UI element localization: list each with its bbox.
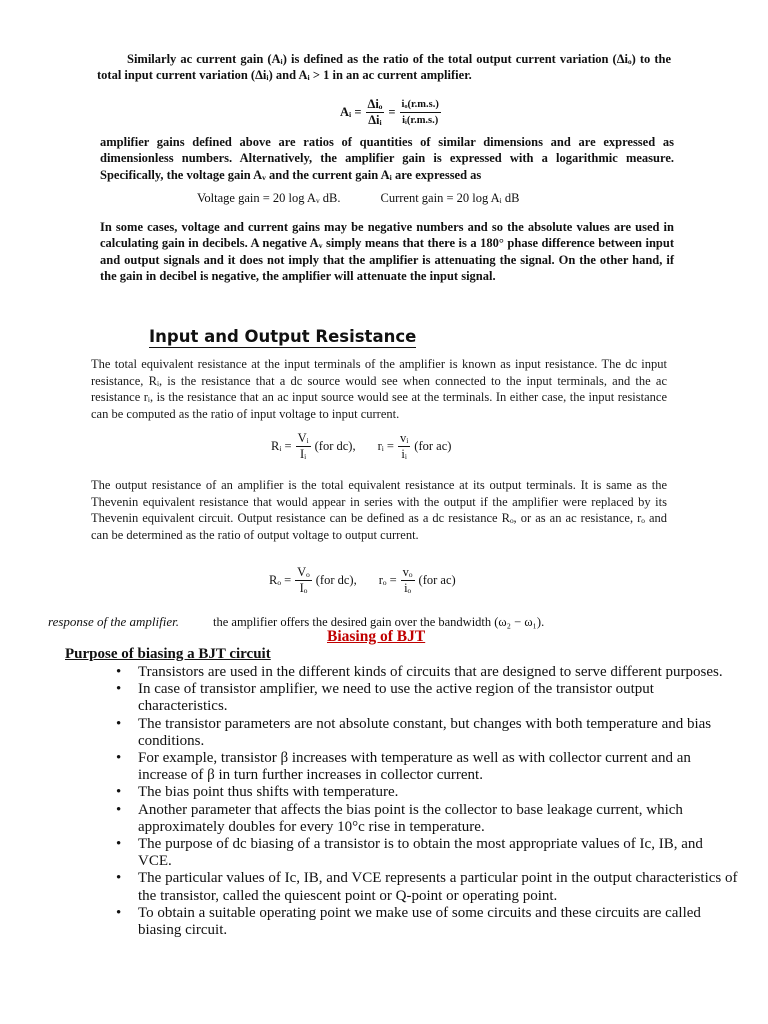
- fraction-numerator: vᵢ: [399, 431, 409, 445]
- response-fragment-text: response of the amplifier.: [48, 614, 179, 629]
- eq-lhs: Rₒ =: [269, 573, 292, 587]
- list-item: • For example, transistor β increases with temperature as well as with collector current and an increase of β in turn further increases in collector current.: [138, 750, 738, 784]
- input-resistance-equation: [271, 432, 451, 461]
- output-resistance-equation: [269, 566, 456, 595]
- current-gain-db: Current gain = 20 log Aᵢ dB: [380, 191, 520, 205]
- fraction-denominator: iᵢ: [401, 447, 407, 461]
- list-item: • In case of transistor amplifier, we need to use the active region of the transistor output characteristics.: [138, 681, 738, 715]
- ac-current-gain-equation: [340, 98, 445, 127]
- output-resistance-paragraph: The output resistance of an amplifier is the total equivalent resistance at its output terminals. It is same as the Thevenin equivalent resistance that would appear in series with the output if the amplifier were replaced by its Thevenin equivalent circuit. Output resistance can be defined as a dc resistance Rₒ, or as an ac resistance, rₒ and can be determined as the ratio of output voltage to output current.: [91, 478, 667, 542]
- eq-lhs: rₒ =: [378, 573, 397, 587]
- eq-note: (for ac): [414, 439, 452, 453]
- fraction-numerator: iₒ(r.m.s.): [400, 98, 441, 113]
- list-item: • The particular values of Ic, IB, and VCE represents a particular point in the output characteristics of the transistor, called the quiescent point or Q-point or operating point.: [138, 870, 738, 904]
- purpose-heading: Purpose of biasing a BJT circuit: [65, 646, 271, 662]
- fraction-dc: [296, 432, 311, 461]
- eq-equals: =: [388, 105, 396, 119]
- list-item: • Transistors are used in the different kinds of circuits that are designed to serve different purposes.: [138, 664, 738, 681]
- list-item: • To obtain a suitable operating point we make use of some circuits and these circuits are called biasing circuit.: [138, 905, 738, 939]
- fraction-numerator: Vᵢ: [297, 431, 309, 445]
- input-resistance-paragraph: The total equivalent resistance at the input terminals of the amplifier is known as input resistance. The dc input resistance, Rᵢ, is the resistance that a dc source would see when connected to the input terminals, and the ac resistance rᵢ, is the resistance that an ac input source would see at the terminals. In either case, the input resistance can be computed as the ratio of input voltage to input current.: [91, 357, 667, 421]
- gain-paragraph: amplifier gains defined above are ratios of quantities of similar dimensions and are expressed as dimensionless numbers. Alternatively, the amplifier gain is expressed with a logarithmic measure. Specifically, the voltage gain Aᵥ and the current gain Aᵢ are expressed as: [100, 135, 674, 182]
- fraction-dc: [295, 566, 312, 595]
- list-item: • The transistor parameters are not absolute constant, but changes with both temperature and bias conditions.: [138, 716, 738, 750]
- eq-lhs: rᵢ =: [377, 439, 394, 453]
- fraction-denominator: iᵢ(r.m.s.): [402, 115, 439, 126]
- voltage-gain-db: Voltage gain = 20 log Aᵥ dB.: [197, 191, 341, 205]
- fraction-denominator: Iᵢ: [299, 447, 307, 461]
- biasing-bullet-list: [138, 664, 738, 939]
- biasing-title: Biasing of BJT: [327, 628, 426, 645]
- eq-note: (for ac): [418, 573, 456, 587]
- gain-db-equation: [197, 191, 519, 206]
- response-fragment: [48, 614, 179, 630]
- fraction-ac: [398, 432, 410, 461]
- list-item: • The purpose of dc biasing of a transistor is to obtain the most appropriate values of Ic, IB, and VCE.: [138, 836, 738, 870]
- fraction-numerator: Vₒ: [297, 565, 310, 579]
- ac-current-gain-paragraph: Similarly ac current gain (Aᵢ) is defined as the ratio of the total output current variation (Δiₒ) to the total input current variation (Δiᵢ) and Aᵢ > 1 in an ac current amplifier.: [97, 52, 671, 83]
- eq-note: (for dc),: [315, 573, 357, 587]
- fraction-numerator: Δiₒ: [367, 97, 383, 111]
- eq-lhs: Rᵢ =: [271, 439, 292, 453]
- fraction-denominator: Δiᵢ: [368, 113, 382, 127]
- fraction-denominator: iₒ: [404, 581, 412, 595]
- eq-lhs: Aᵢ =: [340, 105, 362, 119]
- fraction-ac: [401, 566, 415, 595]
- bandwidth-fragment: the amplifier offers the desired gain over the bandwidth (ω₂ − ω₁).: [213, 615, 545, 629]
- list-item: • Another parameter that affects the bias point is the collector to base leakage current, which approximately doubles for every 10°c rise in temperature.: [138, 802, 738, 836]
- list-item: • The bias point thus shifts with temperature.: [138, 784, 738, 801]
- negative-gain-paragraph: In some cases, voltage and current gains may be negative numbers and so the absolute values are used in calculating gain in decibels. A negative Aᵥ simply means that there is a 180° phase difference between input and output signals and it does not imply that the amplifier is attenuating the signal. On the other hand, if the gain in decibel is negative, the amplifier will attenuate the input signal.: [100, 220, 674, 284]
- fraction-delta: [366, 98, 385, 127]
- section-heading-resistance: Input and Output Resistance: [149, 327, 417, 346]
- fraction-numerator: vₒ: [402, 565, 413, 579]
- fraction-denominator: Iₒ: [299, 581, 308, 595]
- fraction-rms: [400, 98, 441, 127]
- eq-note: (for dc),: [314, 439, 356, 453]
